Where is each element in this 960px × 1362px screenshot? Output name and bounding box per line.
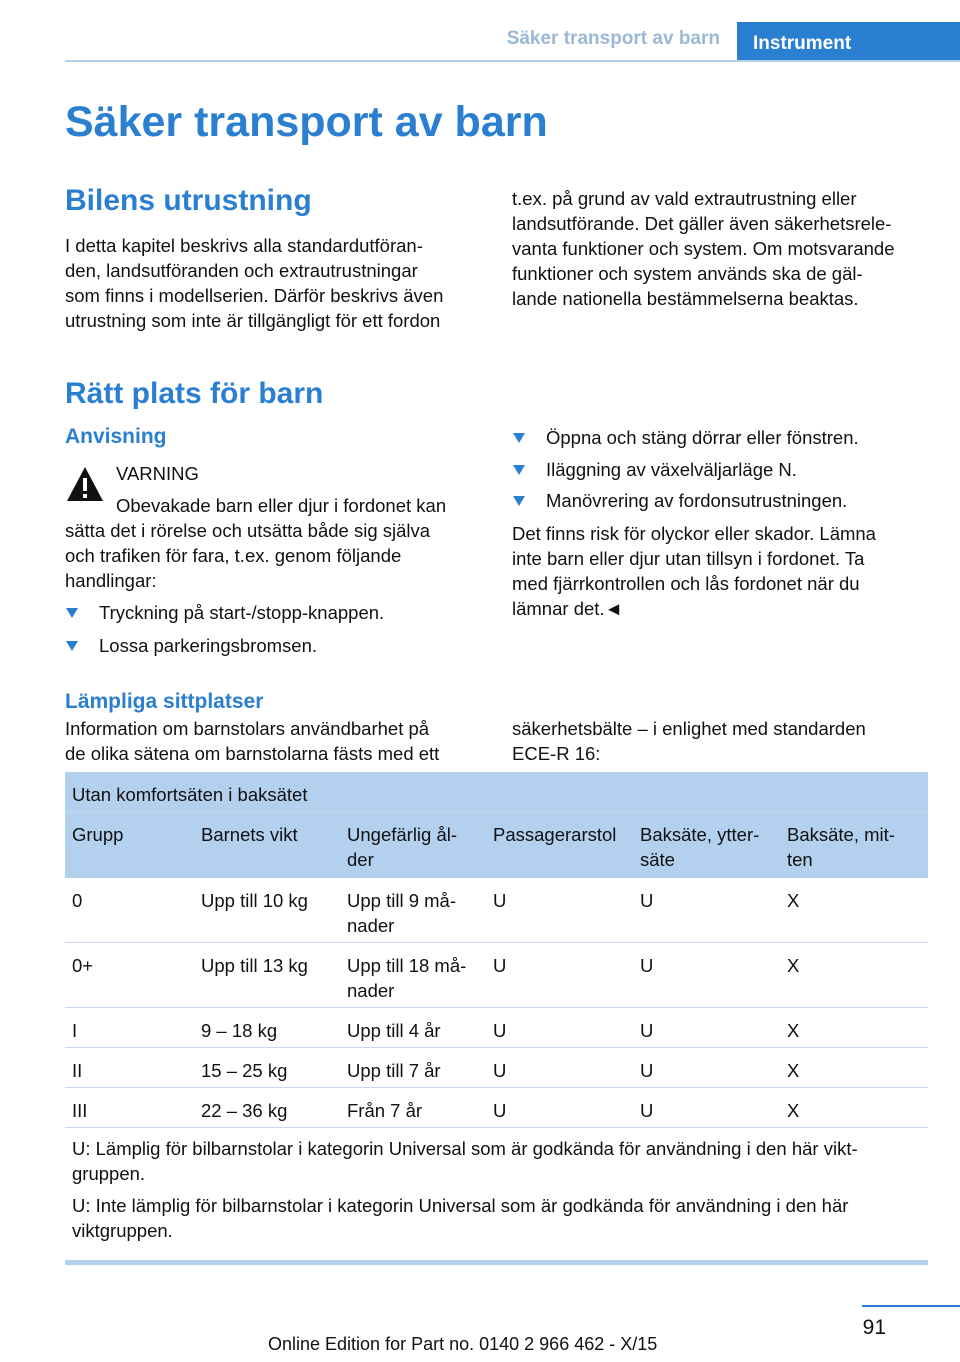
warning-text: sätta det i rörelse och utsätta både sig själva och trafiken för fara, t.ex. genom följande handlingar: [65,520,431,591]
table-row [65,1088,928,1128]
warning-label: VARNING [116,463,199,484]
seat-suitability-table [65,772,928,1265]
warning-icon [65,465,105,503]
bullet-triangle-icon [66,608,78,618]
table-cell: U [493,890,507,911]
column-header: Barnets vikt [201,824,298,845]
equipment-text-right: t.ex. på grund av vald extrautrustning eller landsutförande. Det gäller även säkerhetsrele- vanta funktioner och system. Om motsvarande funktioner och system används ska de gäl- lande nationella bestämmelserna beaktas. [512,188,895,309]
footer-edition: Online Edition for Part no. 0140 2 966 462 - X/15 [268,1334,658,1354]
table-cell: III [72,1100,88,1121]
table-row [65,878,928,943]
page-title: Säker transport av barn [65,98,548,146]
table-row [65,943,928,1008]
bullet-triangle-icon [513,465,525,475]
header-section-title: Säker transport av barn [506,28,720,49]
table-cell: U [493,955,507,976]
bullet-triangle-icon [66,641,78,651]
page-number: 91 [862,1316,886,1339]
column-header: Passagerarstol [493,824,617,845]
table-cell: X [787,1060,800,1081]
table-cell: U [493,1060,507,1081]
heading-suitable-seats: Lämpliga sittplatser [65,690,264,713]
warning-text-first: Obevakade barn eller djur i fordonet kan [116,495,447,516]
column-header: Baksäte, ytter- säte [640,824,760,870]
table-note: U: Inte lämplig för bilbarnstolar i kategorin Universal som är godkända för användning i den här viktgruppen. [72,1195,849,1241]
table-notes [65,1128,928,1260]
risk-text: Det finns risk för olyckor eller skador. Lämna inte barn eller djur utan tillsyn i fordonet. Ta med fjärrkontrollen och lås fordonet när du lämnar det.◄ [512,523,876,619]
subheading-note: Anvisning [65,425,167,448]
table-cell: U [640,1100,654,1121]
equipment-text-left: I detta kapitel beskrivs alla standardutföran- den, landsutföranden och extrautrustningar som finns i modellserien. Därför beskrivs även utrustning som inte är tillgängligt för ett fordon [65,235,444,331]
heading-equipment: Bilens utrustning [65,184,312,217]
column-header: Grupp [72,824,124,845]
table-note: U: Lämplig för bilbarnstolar i kategorin Universal som är godkända för användning i den här vikt- gruppen. [72,1138,858,1184]
table-cell: X [787,955,800,976]
table-caption: Utan komfortsäten i baksätet [72,784,308,805]
table-cell: U [640,890,654,911]
bullet-triangle-icon [513,496,525,506]
table-cell: X [787,1020,800,1041]
table-cell: U [640,955,654,976]
footer-rule [862,1305,960,1307]
table-cell: U [640,1020,654,1041]
table-cell: Upp till 4 år [347,1020,441,1041]
table-caption-row [65,772,928,812]
table-cell: Upp till 7 år [347,1060,441,1081]
column-header: Baksäte, mit- ten [787,824,895,870]
table-cell: X [787,890,800,911]
seats-text-left: Information om barnstolars användbarhet på de olika sätena om barnstolarna fästs med ett [65,718,440,764]
table-header [65,772,928,878]
column-header: Ungefärlig ål- der [347,824,458,870]
table-cell: U [640,1060,654,1081]
bullet-triangle-icon [513,433,525,443]
table-bottom-rule [65,1260,928,1265]
table-cell: II [72,1060,83,1081]
seats-text-right: säkerhetsbälte – i enlighet med standarden ECE-R 16: [512,718,866,764]
header-tab-instrument[interactable]: Instrument [737,22,960,62]
table-cell: U [493,1100,507,1121]
header-rule [65,60,960,62]
table-cell: Från 7 år [347,1100,423,1121]
table-cell: U [493,1020,507,1041]
table-row [65,1048,928,1088]
table-cell: Upp till 13 kg [201,955,308,976]
table-cell: I [72,1020,78,1041]
table-cell: Upp till 10 kg [201,890,308,911]
table-cell: 0+ [72,955,94,976]
table-cell: 22 – 36 kg [201,1100,288,1121]
table-column-header-row [65,812,928,878]
table-row [65,1008,928,1048]
table-cell: Upp till 18 må- nader [347,955,467,1001]
table-cell: 0 [72,890,83,911]
table-cell: X [787,1100,800,1121]
table-cell: Upp till 9 må- nader [347,890,456,936]
table-cell: 15 – 25 kg [201,1060,288,1081]
table-cell: 9 – 18 kg [201,1020,278,1041]
heading-right-place: Rätt plats för barn [65,377,324,410]
